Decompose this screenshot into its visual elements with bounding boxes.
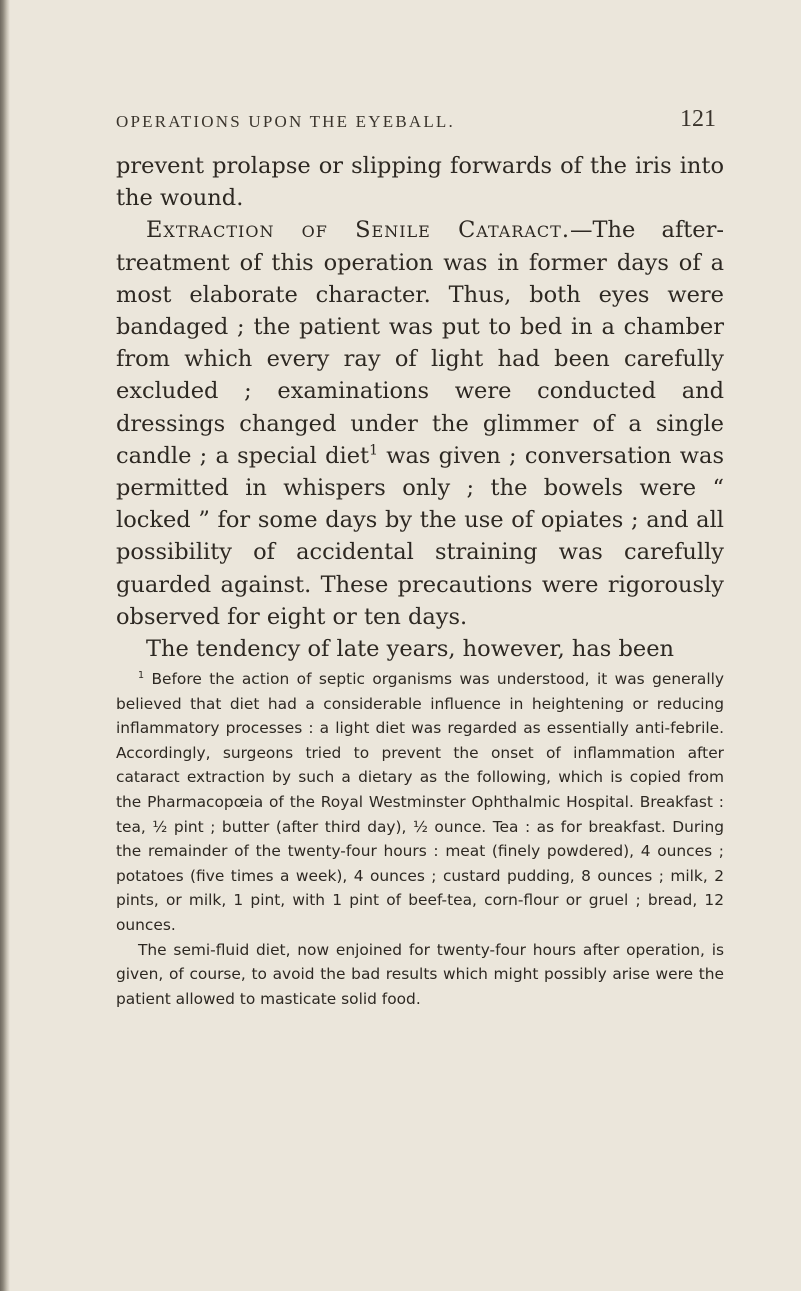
footnote xyxy=(116,667,724,938)
page-binding-edge xyxy=(0,0,10,1291)
paragraph-text: The tendency of late years, however, has been xyxy=(146,636,675,663)
footnote-text: The semi-fluid diet, now enjoined for twenty-four hours after operation, is given, of course, to avoid the bad results which might possibly arise were the patient allowed to masticate solid food. xyxy=(116,940,724,1008)
footnotes xyxy=(116,667,724,1011)
paragraph-cataract xyxy=(116,214,724,633)
paragraph-text: was given ; conversation was permitted in whispers only ; the bowels were “ locked ” for some days by the use of opiates ; and all possibility of accidental straining was carefully guarded against. These precautions were rigorously observed for eight or ten days. xyxy=(116,442,724,630)
running-head xyxy=(116,106,716,136)
footnote-continuation xyxy=(116,938,724,1012)
footnote-marker: 1 xyxy=(138,669,145,681)
main-text xyxy=(116,150,724,665)
footnote-reference: 1 xyxy=(369,442,378,459)
section-heading: Extraction of Senile Cataract. xyxy=(146,217,570,244)
running-title: OPERATIONS UPON THE EYEBALL. xyxy=(116,112,455,131)
paragraph-continued xyxy=(116,150,724,214)
footnote-text: Before the action of septic organisms was understood, it was generally believed that diet had a considerable influence in heightening or reducing inflammatory processes : a light diet was regarded as essentially anti-febrile. Accordingly, surgeons tried to prevent the onset of inflammation after cataract extraction by such a dietary as the following, which is copied from the Pharmacopœia of the Royal Westminster Ophthalmic Hospital. Breakfast : tea, ½ pint ; butter (after third day), ½ ounce. Tea : as for breakfast. During the remainder of the twenty-four hours : meat (finely powdered), 4 ounces ; potatoes (five times a week), 4 ounces ; custard pudding, 8 ounces ; milk, 2 pints, or milk, 1 pint, with 1 pint of beef-tea, corn-flour or gruel ; bread, 12 ounces. xyxy=(116,670,724,934)
paragraph-text: —The after-treatment of this operation was in former days of a most elaborate character. Thus, both eyes were bandaged ; the patient was put to bed in a chamber from which every ray of light had been carefully excluded ; examinations were conducted and dressings changed under the glimmer of a single candle ; a special diet xyxy=(116,217,724,469)
page-number: 121 xyxy=(680,106,716,132)
paragraph-tendency xyxy=(116,633,724,665)
paragraph-text: prevent prolapse or slipping forwards of the iris into the wound. xyxy=(116,153,724,212)
